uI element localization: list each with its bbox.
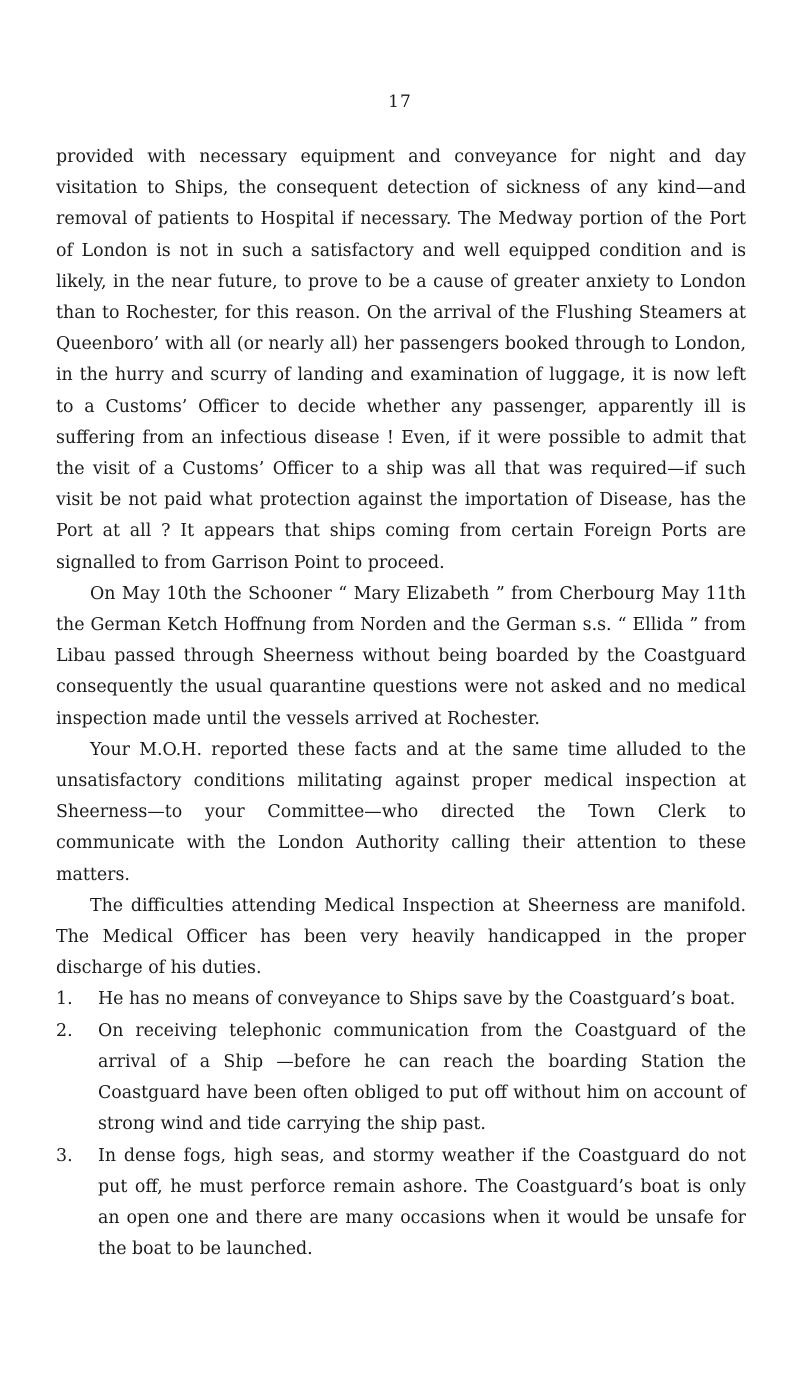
list-item-text: In dense fogs, high seas, and stormy weather if the Coastguard do not put off, he must perforce remain ashore. The Coastguard’s boat is only an open one and there are many occasions when it would be unsafe for the boat to be launched. xyxy=(98,1145,746,1260)
paragraph-continuation: provided with necessary equipment and conveyance for night and day visitation to Ships, the consequent detection of sickness of any kind—and removal of patients to Hospital if necessary. The Medway portion of the Port of London is not in such a satisfactory and well equipped condition and is likely, in the near future, to prove to be a cause of greater anxiety to London than to Rochester, for this reason. On the arrival of the Flushing Steamers at Queenboro’ with all (or nearly all) her passengers booked through to London, in the hurry and scurry of landing and examination of luggage, it is now left to a Customs’ Officer to decide whether any passenger, apparently ill is suffering from an infectious disease ! Even, if it were possible to admit that the visit of a Customs’ Officer to a ship was all that was required—if such visit be not paid what protection against the importation of Disease, has the Port at all ? It appears that ships coming from certain Foreign Ports are signalled to from Garrison Point to proceed. xyxy=(56,147,746,573)
list-item xyxy=(56,1016,746,1141)
body-text xyxy=(56,142,746,1265)
list-item-text: He has no means of conveyance to Ships save by the Coastguard’s boat. xyxy=(98,989,736,1010)
difficulties-list xyxy=(56,984,746,1265)
list-item xyxy=(56,1141,746,1266)
page-number: 17 xyxy=(388,92,412,112)
list-item-number: 2. xyxy=(56,1020,73,1041)
list-item-text: On receiving telephonic communication from the Coastguard of the arrival of a Ship —before he can reach the boarding Station the Coastguard have been often obliged to put off without him on account of strong wind and tide carrying the ship past. xyxy=(98,1020,746,1135)
list-item-number: 3. xyxy=(56,1145,73,1166)
list-item xyxy=(56,984,746,1015)
paragraph-report: Your M.O.H. reported these facts and at the same time alluded to the unsatisfactory conditions militating against proper medical inspection at Sheerness—to your Committee—who directed the Town Clerk to communicate with the London Authority calling their attention to these matters. xyxy=(56,739,746,885)
paragraph-difficulties: The difficulties attending Medical Inspection at Sheerness are manifold. The Medical Officer has been very heavily handicapped in the proper discharge of his duties. xyxy=(56,895,746,979)
list-item-number: 1. xyxy=(56,989,73,1010)
paragraph-vessels: On May 10th the Schooner “ Mary Elizabeth ” from Cherbourg May 11th the German Ketch Hoffnung from Norden and the German s.s. “ Ellida ” from Libau passed through Sheerness without being boarded by the Coastguard consequently the usual quarantine questions were not asked and no medical inspection made until the vessels arrived at Rochester. xyxy=(56,583,746,729)
